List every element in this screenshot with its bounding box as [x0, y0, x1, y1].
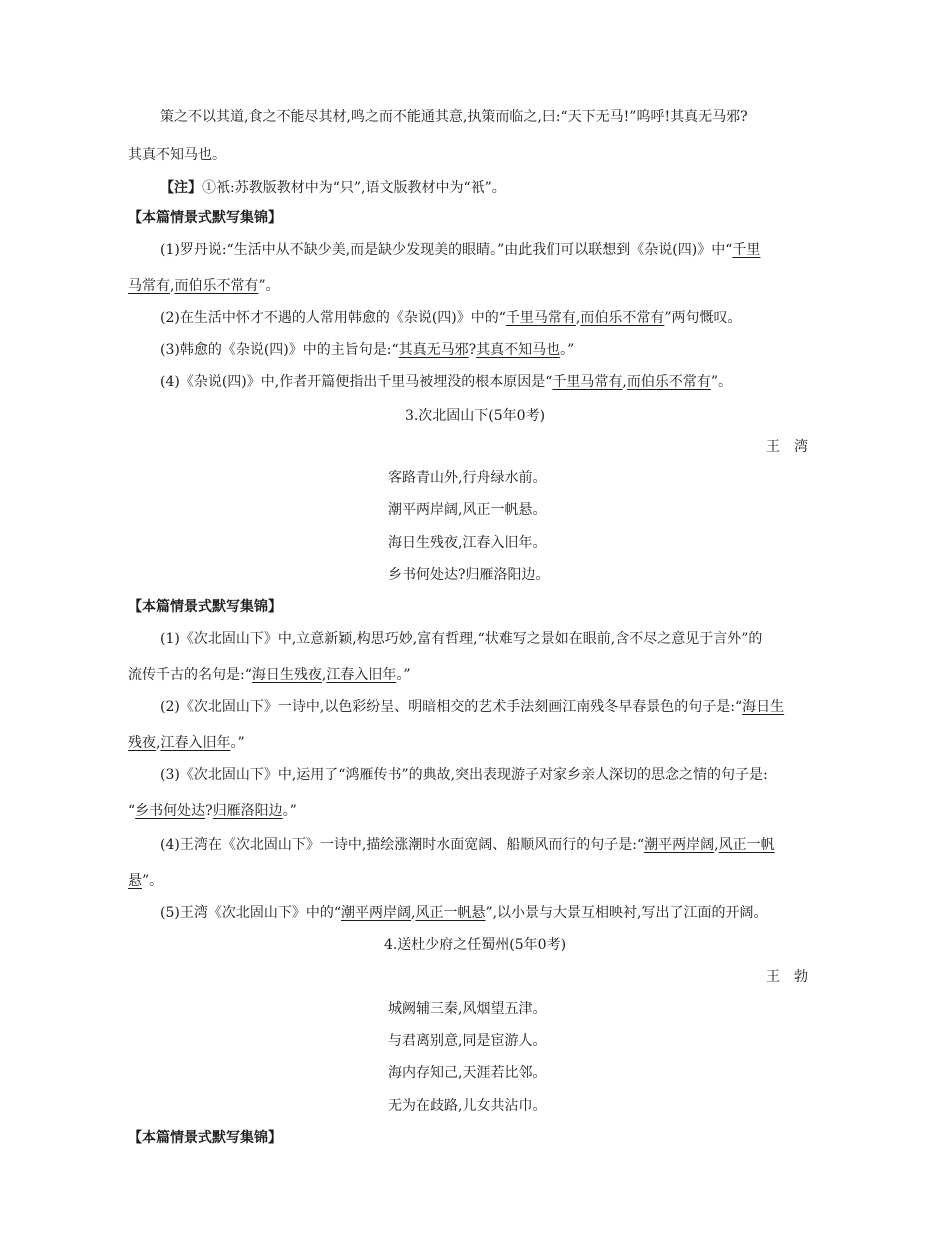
note-text: ①衹:苏教版教材中为“只”,语文版教材中为“衹”。	[202, 180, 506, 196]
question-end: 。”	[560, 342, 575, 358]
s1-q1-line-1	[160, 240, 822, 260]
poem3-line-2: 潮平两岸阔,风正一帆悬。	[388, 502, 547, 518]
section-heading-2: 【本篇情景式默写集锦】	[128, 599, 282, 615]
question-text: (4)《杂说(四)》中,作者开篇便指出千里马被埋没的根本原因是“	[160, 374, 553, 390]
separator: ,	[575, 310, 581, 326]
answer-text: 而伯乐不常有	[580, 310, 665, 326]
section-heading-1: 【本篇情景式默写集锦】	[128, 210, 282, 226]
s2-q3-line-2	[128, 801, 822, 821]
answer-text: 残夜	[128, 735, 156, 751]
separator: ,	[411, 905, 416, 921]
poem4-title: 4.送杜少府之任蜀州(5年0考)	[383, 937, 567, 953]
answer-text: 千里	[732, 242, 761, 258]
poem4-line-4: 无为在歧路,儿女共沾巾。	[388, 1098, 547, 1114]
answer-text: 海日生	[742, 699, 785, 715]
s1-q3	[160, 340, 822, 360]
question-end: ”,以小景与大景互相映衬,写出了江面的开阔。	[485, 905, 768, 921]
answer-text: 潮平两岸阔	[644, 837, 715, 853]
poem3-author: 王湾	[766, 439, 822, 455]
question-end: ”两句慨叹。	[664, 310, 742, 326]
question-text: (1)罗丹说:“生活中从不缺少美,而是缺少发现美的眼睛。”由此我们可以联想到《杂说(四)》中“	[160, 242, 733, 258]
poem4-line-1: 城阙辅三秦,风烟望五津。	[388, 1001, 547, 1017]
question-text: “	[128, 803, 136, 819]
answer-text: 而伯乐不常有	[626, 374, 711, 390]
s2-q3-line-1: (3)《次北固山下》中,运用了“鸿雁传书”的典故,突出表现游子对家乡亲人深切的思念之情的句子是:	[160, 767, 768, 783]
separator: ,	[156, 735, 161, 751]
answer-text: 江春入旧年	[160, 735, 231, 751]
s1-q4	[160, 372, 822, 392]
question-end: 。”	[396, 667, 411, 683]
question-end: ”。	[142, 873, 164, 889]
answer-text: 其真不知马也	[476, 342, 561, 358]
question-text: (2)在生活中怀才不遇的人常用韩愈的《杂说(四)》中的“	[160, 310, 506, 326]
question-text: 流传千古的名句是:“	[128, 667, 252, 683]
question-end: 。”	[230, 735, 245, 751]
separator: ,	[170, 278, 175, 294]
answer-text: 海日生残夜	[251, 667, 322, 683]
answer-text: 归雁洛阳边	[212, 803, 283, 819]
s2-q4-line-1	[160, 835, 822, 855]
poem4-author: 王勃	[766, 969, 822, 985]
note-bracket: 【注】	[160, 180, 202, 196]
answer-text: 风正一帆	[718, 837, 775, 853]
note-line	[160, 178, 822, 198]
section-heading-3: 【本篇情景式默写集锦】	[128, 1130, 282, 1146]
poem3-line-4: 乡书何处达?归雁洛阳边。	[388, 567, 550, 583]
intro-line-1: 策之不以其道,食之不能尽其材,鸣之而不能通其意,执策而临之,曰:“天下无马!”呜呼!其真无马邪?	[160, 109, 748, 125]
answer-text: 悬	[128, 873, 142, 889]
question-text: (4)王湾在《次北固山下》一诗中,描绘涨潮时水面宽阔、船顺风而行的句子是:“	[160, 837, 645, 853]
poem4-line-3: 海内存知己,天涯若比邻。	[388, 1065, 547, 1081]
s1-q2	[160, 308, 822, 328]
separator: ,	[321, 667, 327, 683]
question-text: (3)韩愈的《杂说(四)》中的主旨句是:“	[160, 342, 399, 358]
question-end: 。”	[282, 803, 297, 819]
s2-q1-line-1: (1)《次北固山下》中,立意新颖,构思巧妙,富有哲理,“状难写之景如在眼前,含不尽之意见于言外”的	[160, 631, 763, 647]
question-end: ”。	[258, 278, 280, 294]
answer-text: 潮平两岸阔	[341, 905, 411, 921]
s2-q1-line-2	[128, 665, 822, 685]
s2-q4-line-2	[128, 871, 822, 891]
answer-text: 千里马常有	[505, 310, 576, 326]
poem3-line-1: 客路青山外,行舟绿水前。	[388, 470, 547, 486]
answer-text: 而伯乐不常有	[174, 278, 259, 294]
answer-text: 千里马常有	[552, 374, 623, 390]
poem3-title: 3.次北固山下(5年0考)	[404, 408, 546, 424]
question-end: ”。	[710, 374, 732, 390]
answer-text: 其真无马邪	[398, 342, 469, 358]
question-text: (5)王湾《次北固山下》中的“	[160, 905, 341, 921]
poem4-line-2: 与君离别意,同是宦游人。	[388, 1033, 547, 1049]
separator: ?	[468, 342, 477, 358]
answer-text: 风正一帆悬	[415, 905, 486, 921]
question-text: (2)《次北固山下》一诗中,以色彩纷呈、明暗相交的艺术手法刻画江南残冬早春景色的句子是:“	[160, 699, 743, 715]
separator: ,	[714, 837, 719, 853]
s2-q2-line-2	[128, 733, 822, 753]
s2-q2-line-1	[160, 697, 822, 717]
answer-text: 乡书何处达	[135, 803, 206, 819]
poem3-line-3: 海日生残夜,江春入旧年。	[388, 535, 547, 551]
separator: ,	[622, 374, 627, 390]
s2-q5	[160, 903, 822, 923]
s1-q1-line-2	[128, 276, 822, 296]
separator: ?	[205, 803, 213, 819]
answer-text: 马常有	[128, 278, 170, 294]
intro-line-2: 其真不知马也。	[128, 147, 226, 163]
answer-text: 江春入旧年	[326, 667, 397, 683]
